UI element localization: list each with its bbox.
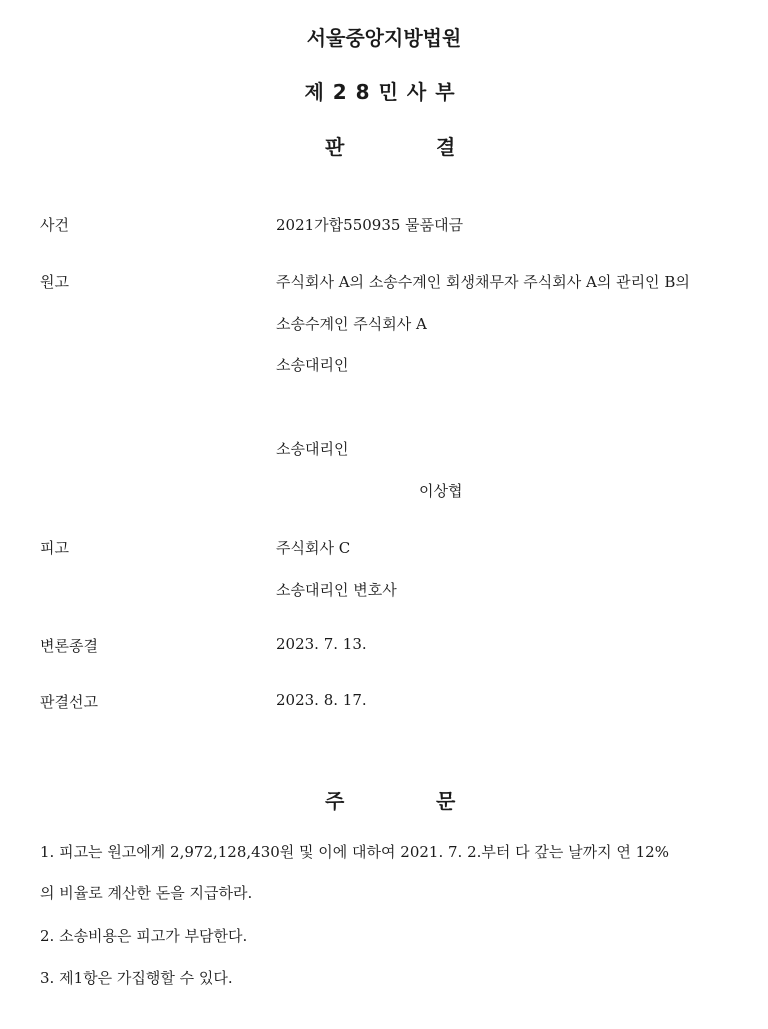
sentence-label: 판결선고 <box>40 693 98 711</box>
sentence-date: 2023. 8. 17. <box>276 691 367 709</box>
order-heading-right: 문 <box>436 789 456 813</box>
case-value: 2021가합550935 물품대금 <box>276 216 464 234</box>
plaintiff-counsel-signer: 이상협 <box>419 482 463 500</box>
document-title-right: 결 <box>436 135 456 159</box>
defendant-label: 피고 <box>40 539 69 557</box>
order-heading-left: 주 <box>325 789 345 813</box>
plaintiff-line-2: 소송수계인 주식회사 A <box>276 315 427 333</box>
defendant-counsel: 소송대리인 변호사 <box>276 581 397 599</box>
division-name: 제28민사부 <box>304 80 464 104</box>
plaintiff-line-1: 주식회사 A의 소송수계인 회생채무자 주식회사 A의 관리인 B의 <box>276 273 690 291</box>
closing-label: 변론종결 <box>40 637 98 655</box>
defendant-line-1: 주식회사 C <box>276 539 351 557</box>
case-label: 사건 <box>40 216 69 234</box>
order-item-1-line-1: 1. 피고는 원고에게 2,972,128,430원 및 이에 대하여 2021. 7. 2.부터 다 갚는 날까지 연 12% <box>40 843 669 861</box>
order-item-3: 3. 제1항은 가집행할 수 있다. <box>40 969 233 987</box>
closing-date: 2023. 7. 13. <box>276 635 367 653</box>
plaintiff-label: 원고 <box>40 273 69 291</box>
document-title-left: 판 <box>325 135 345 159</box>
plaintiff-counsel-1: 소송대리인 <box>276 356 349 374</box>
order-item-2: 2. 소송비용은 피고가 부담한다. <box>40 927 248 945</box>
order-item-1-line-2: 의 비율로 계산한 돈을 지급하라. <box>40 884 253 902</box>
plaintiff-counsel-2: 소송대리인 <box>276 440 349 458</box>
court-name: 서울중앙지방법원 <box>306 26 462 50</box>
